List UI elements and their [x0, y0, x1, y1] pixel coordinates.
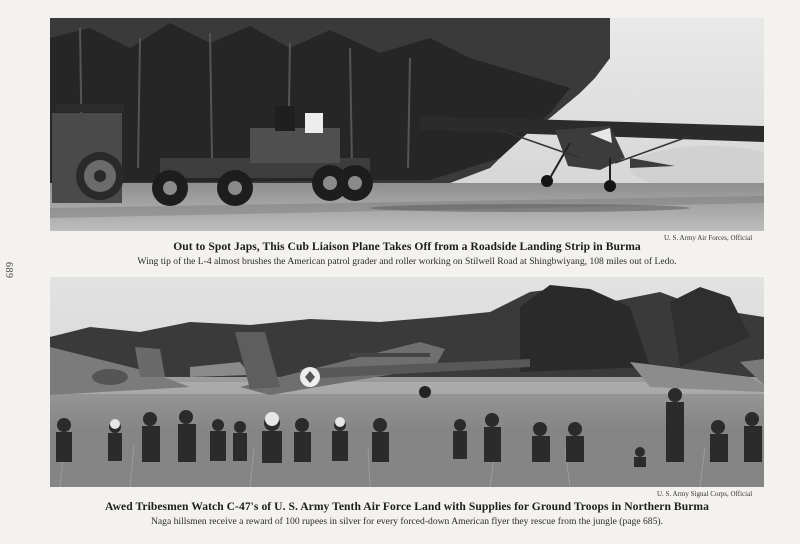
top-photo-headline: Out to Spot Japs, This Cub Liaison Plane Takes Off from a Roadside Landing Strip in Burma [173, 240, 641, 253]
top-photo-caption: Wing tip of the L-4 almost brushes the American patrol grader and roller working on Stilwell Road at Shingbwiyang, 108 miles out of Ledo. [137, 256, 677, 267]
top-photo-credit: U. S. Army Air Forces, Official [664, 234, 753, 242]
page-number: 689 [3, 262, 14, 279]
roller-vehicle [52, 104, 124, 203]
bottom-photo-headline: Awed Tribesmen Watch C-47's of U. S. Army Tenth Air Force Land with Supplies for Ground Troops in Northern Burma [105, 500, 709, 513]
cub-plane-takeoff-photo [50, 18, 764, 231]
bottom-photo [50, 277, 764, 487]
c47-landing-tribesmen-photo [50, 277, 764, 487]
top-photo [50, 18, 764, 231]
bottom-photo-caption: Naga hillsmen receive a reward of 100 rupees in silver for every forced-down American flyer they rescue from the jungle (page 685). [151, 516, 663, 527]
bottom-photo-credit: U. S. Army Signal Corps, Official [657, 490, 753, 498]
